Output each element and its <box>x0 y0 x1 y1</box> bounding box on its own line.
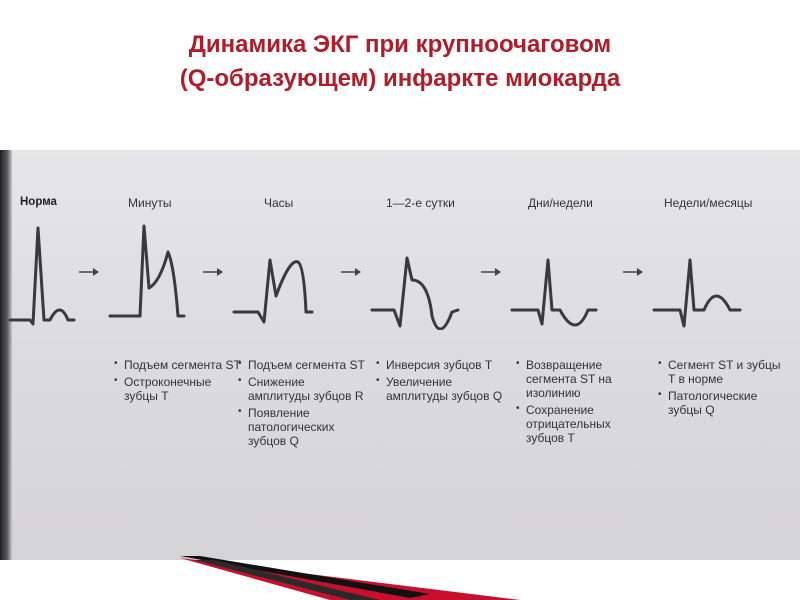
stage-label: 1—2-е сутки <box>386 196 455 210</box>
stage-label: Норма <box>20 196 57 208</box>
ecg-trace-weeks-months <box>652 220 782 330</box>
stage-minutes <box>108 150 241 560</box>
slide-title <box>0 28 800 96</box>
note-item: • Появление патологических зубцов Q <box>238 406 368 448</box>
stage-label: Минуты <box>128 196 172 210</box>
arrow-icon <box>340 266 362 278</box>
note-item: • Возвращение сегмента ST на изолинию <box>516 358 646 400</box>
note-item: • Сегмент ST и зубцы T в норме <box>658 358 788 386</box>
arrow-icon <box>78 266 100 278</box>
stage-hours <box>232 150 365 560</box>
bottom-decoration <box>0 556 800 600</box>
ecg-trace-days-weeks <box>510 220 640 330</box>
ecg-dynamics-figure <box>0 150 800 560</box>
stage-notes <box>516 358 646 448</box>
stage-days-weeks <box>510 150 640 560</box>
note-item: • Сохранение отрицательных зубцов T <box>516 403 646 445</box>
title-line-1: Динамика ЭКГ при крупноочаговом <box>188 31 612 58</box>
note-item: • Увеличение амплитуды зубцов Q <box>376 375 506 403</box>
stage-weeks-months <box>652 150 782 560</box>
stage-notes <box>658 358 788 420</box>
arrow-icon <box>622 266 644 278</box>
note-item: • Инверсия зубцов T <box>376 358 506 372</box>
stage-label: Недели/месяцы <box>664 196 753 210</box>
title-line-2: (Q-образующем) инфаркте миокарда <box>179 65 621 92</box>
note-item: • Подъем сегмента ST <box>114 358 244 372</box>
stage-notes <box>238 358 368 451</box>
stage-notes <box>114 358 244 406</box>
stage-label: Часы <box>264 196 294 210</box>
note-item: • Подъем сегмента ST <box>238 358 368 372</box>
arrow-icon <box>480 266 502 278</box>
note-item: • Снижение амплитуды зубцов R <box>238 375 368 403</box>
note-item: • Остроконечные зубцы T <box>114 375 244 403</box>
note-item: • Патологические зубцы Q <box>658 389 788 417</box>
stage-notes <box>376 358 506 406</box>
stage-label: Дни/недели <box>528 196 593 210</box>
stage-days-1-2 <box>370 150 503 560</box>
arrow-icon <box>202 266 224 278</box>
